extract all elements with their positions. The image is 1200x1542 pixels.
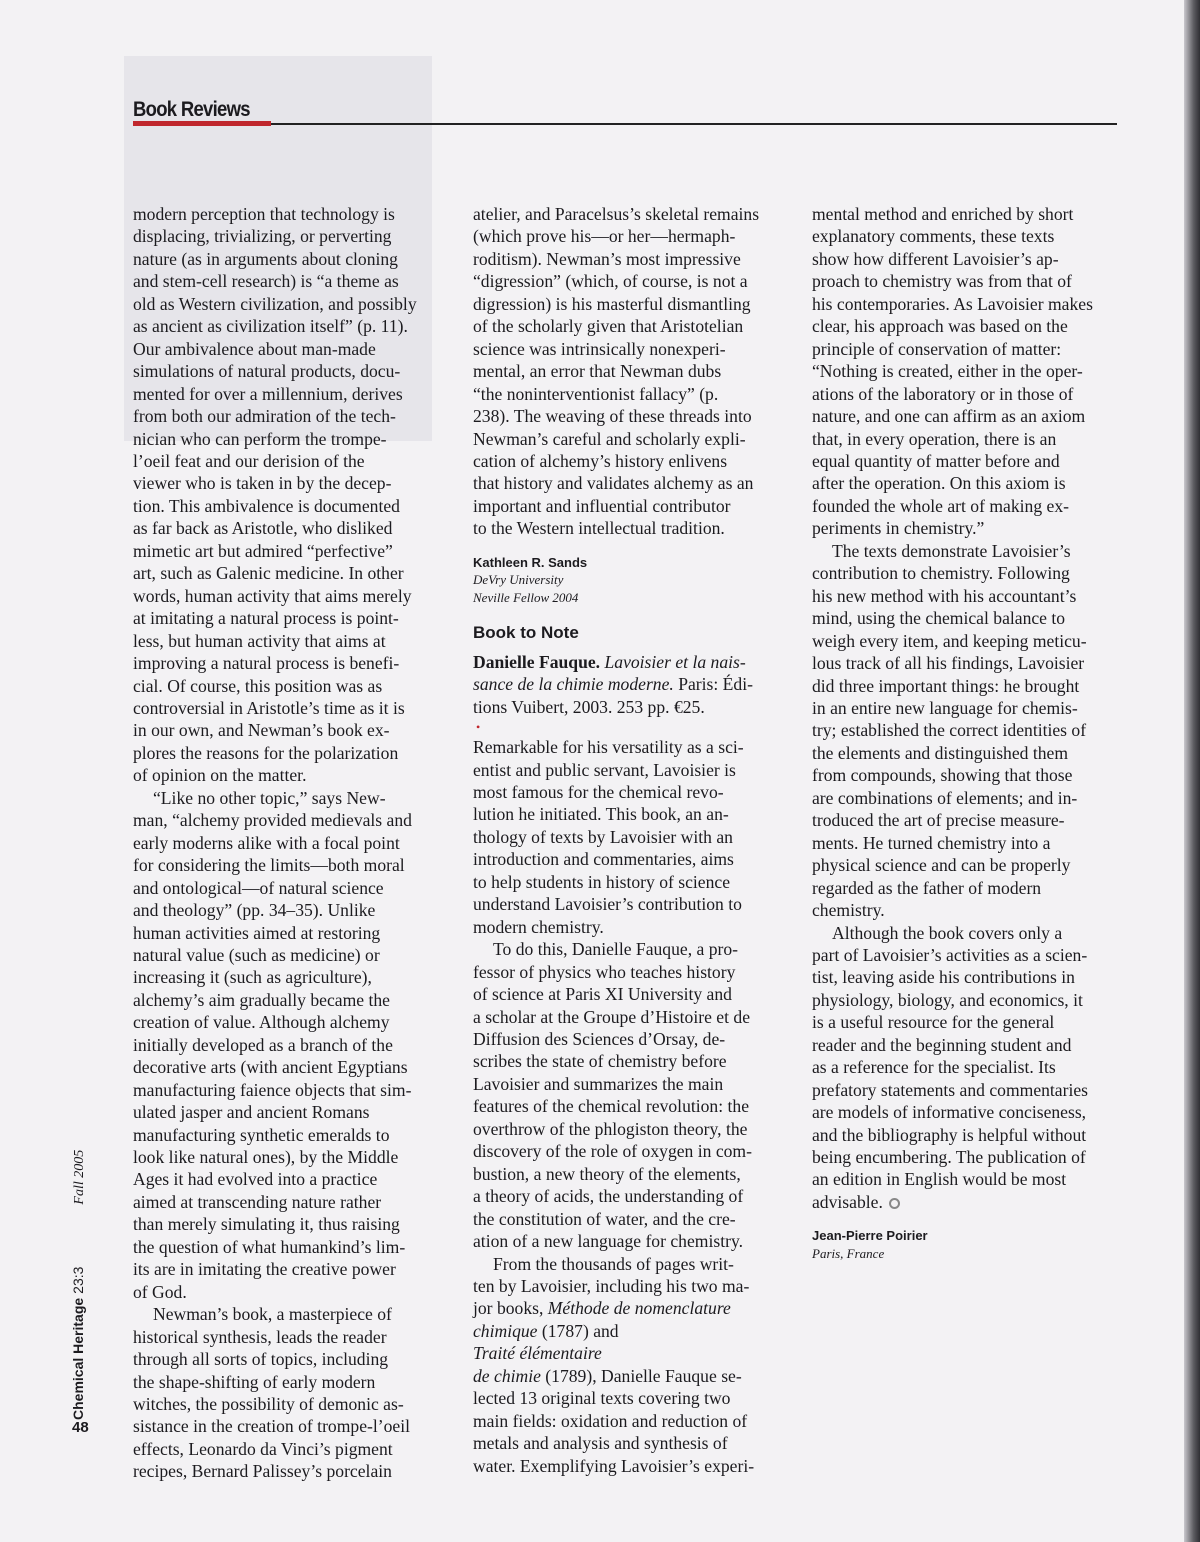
text-line: the elements and distinguished them [812, 742, 1069, 763]
text-line: effects, Leonardo da Vinci’s pigment [133, 1438, 393, 1459]
text-line: features of the chemical revolution: the [473, 1096, 750, 1117]
text-line: of opinion on the matter. [133, 765, 307, 786]
text-line: try; established the correct identities of [812, 720, 1087, 741]
text-line: improving a natural process is benefi- [133, 653, 400, 674]
text-line [473, 696, 783, 718]
text-line: explanatory comments, these texts [812, 226, 1055, 247]
text-line: look like natural ones), by the Middle [133, 1147, 399, 1168]
text-line: proach to chemistry was from that of [812, 271, 1072, 292]
text-line: lution he initiated. This book, an an- [473, 804, 729, 825]
text-line: cation of alchemy’s history enlivens [473, 450, 728, 471]
running-footer [70, 1150, 88, 1420]
book-title: Lavoisier et la nais- [604, 651, 746, 672]
text-line: Our ambivalence about man-made [133, 338, 376, 359]
text-line: that history and validates alchemy as an [473, 473, 754, 494]
text-line: manufacturing faience objects that sim- [133, 1079, 412, 1100]
text-line: as a reference for the specialist. Its [812, 1057, 1056, 1078]
text-line: bustion, a new theory of the elements, [473, 1163, 741, 1184]
text-line: part of Lavoisier’s activities as a scien- [812, 944, 1088, 965]
paragraph [473, 203, 783, 540]
text-line: decorative arts (with ancient Egyptians [133, 1057, 408, 1078]
text-line: sistance in the creation of trompe-l’oeil [133, 1416, 410, 1437]
text-line [473, 1297, 783, 1319]
text-line: his new method with his accountant’s [812, 585, 1077, 606]
text-line: “Nothing is created, either in the oper- [812, 361, 1083, 382]
text-line: chemistry. [812, 900, 885, 921]
end-of-article-icon [889, 1198, 900, 1209]
text-line: clear, his approach was based on the [812, 316, 1068, 337]
text-line: and ontological—of natural science [133, 877, 384, 898]
paragraph [812, 922, 1122, 1214]
text-line: of science at Paris XI University and [473, 984, 732, 1005]
text-line: ten by Lavoisier, including his two ma- [473, 1275, 750, 1296]
text-line [473, 1342, 783, 1364]
text-line: of God. [133, 1281, 187, 1302]
text-line: “the noninterventionist fallacy” (p. [473, 383, 719, 404]
text-line: lected 13 original texts covering two [473, 1388, 731, 1409]
text-line: cial. Of course, this position was as [133, 675, 383, 696]
text-line: digression) is his masterful dismantling [473, 293, 751, 314]
paragraph [473, 1253, 783, 1478]
text-line: human activities aimed at restoring [133, 922, 381, 943]
text-line: Remarkable for his versatility as a sci- [473, 737, 744, 758]
text-line: thology of texts by Lavoisier with an [473, 826, 733, 847]
text-line: periments in chemistry.” [812, 518, 985, 539]
text-line: the shape-shifting of early modern [133, 1371, 376, 1392]
reviewer-signature [473, 554, 783, 607]
column-1 [133, 203, 433, 1483]
text-line: principle of conservation of matter: [812, 338, 1062, 359]
text-line: entist and public servant, Lavoisier is [473, 759, 736, 780]
text-line: his contemporaries. As Lavoisier makes [812, 293, 1093, 314]
text-line: recipes, Bernard Palissey’s porcelain [133, 1461, 392, 1482]
text-line: show how different Lavoisier’s ap- [812, 248, 1059, 269]
paragraph [473, 938, 783, 1252]
text-line: (which prove his—or her—hermaph- [473, 226, 736, 247]
text-line: metals and analysis and synthesis of [473, 1433, 728, 1454]
text-line: a scholar at the Groupe d’Histoire et de [473, 1006, 750, 1027]
text-line: alchemy’s aim gradually became the [133, 989, 390, 1010]
text-line: “digression” (which, of course, is not a [473, 271, 748, 292]
text-line: advisable. [812, 1191, 1122, 1213]
page-number: 48 [72, 1419, 89, 1436]
text-line: tist, leaving aside his contributions in [812, 967, 1075, 988]
text-line: viewer who is taken in by the decep- [133, 473, 392, 494]
text-line: prefatory statements and commentaries [812, 1079, 1089, 1100]
italic-text: chimique [473, 1320, 538, 1341]
text-line: lous track of all his findings, Lavoisier [812, 653, 1085, 674]
text-line: from both our admiration of the tech- [133, 406, 396, 427]
text-line: words, human activity that aims merely [133, 585, 412, 606]
text-line: 238). The weaving of these threads into [473, 406, 752, 427]
text-line: discovery of the role of oxygen in com- [473, 1141, 752, 1162]
text-line: most famous for the chemical revo- [473, 782, 724, 803]
reviewer-affiliation: Neville Fellow 2004 [473, 589, 579, 605]
publication-details: Paris: Édi- [673, 674, 753, 695]
italic-text: Traité élémentaire [473, 1343, 602, 1364]
paragraph [473, 736, 783, 938]
reviewer-affiliation: DeVry University [473, 572, 564, 588]
text-line: tion. This ambivalence is documented [133, 495, 400, 516]
text-line: that, in every operation, there is an [812, 428, 1057, 449]
section-rule-accent [133, 121, 271, 126]
text-line: and theology” (pp. 34–35). Unlike [133, 900, 376, 921]
text-line: Lavoisier and summarizes the main [473, 1073, 724, 1094]
issue-number: 23:3 [70, 1266, 86, 1294]
text-line: from compounds, showing that those [812, 765, 1073, 786]
text-line: Ages it had evolved into a practice [133, 1169, 378, 1190]
text-line: is a useful resource for the general [812, 1012, 1055, 1033]
text-line: plores the reasons for the polarization [133, 742, 399, 763]
text-segment: jor books, [473, 1298, 548, 1319]
column-2 [473, 203, 783, 1477]
publication-details: tions Vuibert, 2003. 253 pp. €25. [473, 696, 705, 717]
text-line: modern chemistry. [473, 916, 604, 937]
text-line: as far back as Aristotle, who disliked [133, 518, 393, 539]
text-line: scribes the state of chemistry before [473, 1051, 727, 1072]
italic-text: Méthode de nomenclature [547, 1298, 731, 1319]
text-line: ulated jasper and ancient Romans [133, 1102, 370, 1123]
paragraph [812, 540, 1122, 922]
issue-season: Fall 2005 [72, 1149, 87, 1205]
text-line: The texts demonstrate Lavoisier’s [832, 540, 1071, 561]
text-line: displacing, trivializing, or perverting [133, 226, 392, 247]
text-line: science was intrinsically nonexperi- [473, 338, 726, 359]
text-line: at imitating a natural process is point- [133, 608, 399, 629]
text-line: founded the whole art of making ex- [812, 495, 1069, 516]
text-line: understand Lavoisier’s contribution to [473, 894, 742, 915]
text-line: than merely simulating it, thus raising [133, 1214, 400, 1235]
text-line: controversial in Aristotle’s time as it is [133, 697, 405, 718]
reviewer-affiliation: Paris, France [812, 1245, 885, 1261]
text-line: ments. He turned chemistry into a [812, 832, 1051, 853]
text-line: atelier, and Paracelsus’s skeletal remains [473, 204, 760, 224]
text-line [473, 651, 783, 673]
text-line: regarded as the father of modern [812, 877, 1042, 898]
reviewer-name: Kathleen R. Sands [473, 554, 588, 570]
text-line: Newman’s book, a masterpiece of [153, 1304, 392, 1325]
text-line: modern perception that technology is [133, 204, 395, 224]
book-to-note-heading: Book to Note [473, 623, 579, 643]
text-line: art, such as Galenic medicine. In other [133, 563, 404, 584]
text-line: and the bibliography is helpful without [812, 1124, 1087, 1145]
text-line: introduction and commentaries, aims [473, 849, 734, 870]
text-line: are combinations of elements; and in- [812, 787, 1078, 808]
text-line: of the scholarly given that Aristotelian [473, 316, 744, 337]
text-line: as ancient as civilization itself” (p. 11). [133, 316, 408, 337]
text-line: troduced the art of precise measure- [812, 810, 1065, 831]
book-citation [473, 651, 783, 718]
bullet-icon: • [476, 720, 481, 735]
text-line: being encumbering. The publication of [812, 1147, 1086, 1168]
text-line: weigh every item, and keeping meticu- [812, 630, 1087, 651]
text-line: the question of what humankind’s lim- [133, 1236, 406, 1257]
reviewer-signature [812, 1227, 1122, 1262]
text-line: mented for over a millennium, derives [133, 383, 403, 404]
text-line: nature (as in arguments about cloning [133, 248, 398, 269]
text-line: manufacturing synthetic emeralds to [133, 1124, 390, 1145]
text-line: equal quantity of matter before and [812, 450, 1060, 471]
text-segment: (1789), Danielle Fauque se- [540, 1365, 742, 1386]
text-line: To do this, Danielle Fauque, a pro- [493, 939, 739, 960]
text-line: contribution to chemistry. Following [812, 563, 1070, 584]
section-title: Book Reviews [133, 98, 250, 121]
text-line: simulations of natural products, docu- [133, 361, 401, 382]
text-line [473, 673, 783, 695]
text-line: nature, and one can affirm as an axiom [812, 406, 1086, 427]
text-line: after the operation. On this axiom is [812, 473, 1066, 494]
text-line: its are in imitating the creative power [133, 1259, 396, 1280]
text-line: for considering the limits—both moral [133, 855, 405, 876]
text-line [473, 1320, 783, 1342]
text-line: creation of value. Although alchemy [133, 1012, 390, 1033]
text-line: reader and the beginning student and [812, 1034, 1072, 1055]
reviewer-name: Jean-Pierre Poirier [812, 1228, 928, 1244]
text-line: early moderns alike with a focal point [133, 832, 400, 853]
section-rule [271, 123, 1117, 125]
text-line: and stem-cell research) is “a theme as [133, 271, 399, 292]
text-line [473, 1365, 783, 1387]
text-line: roditism). Newman’s most impressive [473, 248, 741, 269]
text-line: water. Exemplifying Lavoisier’s experi- [473, 1455, 755, 1476]
text-line: initially developed as a branch of the [133, 1034, 393, 1055]
text-line: less, but human activity that aims at [133, 630, 386, 651]
text-line: From the thousands of pages writ- [493, 1253, 734, 1274]
text-line: increasing it (such as agriculture), [133, 967, 372, 988]
text-line: physiology, biology, and economics, it [812, 989, 1083, 1010]
book-title: sance de la chimie moderne. [473, 674, 674, 695]
text-line: main fields: oxidation and reduction of [473, 1410, 748, 1431]
paragraph [133, 203, 433, 787]
text-line: nician who can perform the trompe- [133, 428, 387, 449]
text-line: “Like no other topic,” says New- [153, 787, 386, 808]
text-line: the constitution of water, and the cre- [473, 1208, 736, 1229]
text-line: old as Western civilization, and possibly [133, 293, 417, 314]
paragraph [133, 1303, 433, 1483]
paragraph [812, 203, 1122, 540]
text-line: in an entire new language for chemis- [812, 697, 1078, 718]
text-line: mimetic art but admired “perfective” [133, 540, 393, 561]
text-line: Although the book covers only a [832, 922, 1063, 943]
text-line: Newman’s careful and scholarly expli- [473, 428, 746, 449]
text-line: ations of the laboratory or in those of [812, 383, 1074, 404]
text-line: historical synthesis, leads the reader [133, 1326, 387, 1347]
text-line: a theory of acids, the understanding of [473, 1186, 744, 1207]
text-line: physical science and can be properly [812, 855, 1071, 876]
text-line: overthrow of the phlogiston theory, the [473, 1118, 748, 1139]
book-author: Danielle Fauque. [473, 651, 605, 672]
text-line: aimed at transcending nature rather [133, 1191, 382, 1212]
text-line: to the Western intellectual tradition. [473, 518, 725, 539]
paragraph [133, 787, 433, 1303]
text-line: natural value (such as medicine) or [133, 944, 380, 965]
text-line: man, “alchemy provided medievals and [133, 810, 412, 831]
page-edge [1184, 0, 1200, 1542]
text-line: mental, an error that Newman dubs [473, 361, 722, 382]
italic-text: de chimie [473, 1365, 541, 1386]
text-line: l’oeil feat and our derision of the [133, 450, 365, 471]
text-line: Diffusion des Sciences d’Orsay, de- [473, 1029, 726, 1049]
text-line: ation of a new language for chemistry. [473, 1231, 743, 1252]
text-segment: (1787) and [537, 1320, 619, 1341]
magazine-name: Chemical Heritage [70, 1297, 86, 1420]
text-line: mind, using the chemical balance to [812, 608, 1066, 629]
column-3 [812, 203, 1122, 1278]
text-line: mental method and enriched by short [812, 204, 1074, 224]
text-line: did three important things: he brought [812, 675, 1080, 696]
text-line: fessor of physics who teaches history [473, 961, 736, 982]
text-line: are models of informative conciseness, [812, 1102, 1087, 1123]
text-line: to help students in history of science [473, 871, 731, 892]
text-line: through all sorts of topics, including [133, 1349, 389, 1370]
text-line: in our own, and Newman’s book ex- [133, 720, 390, 741]
text-line: important and influential contributor [473, 495, 731, 516]
text-line: an edition in English would be most [812, 1169, 1067, 1190]
text-line: witches, the possibility of demonic as- [133, 1394, 404, 1415]
